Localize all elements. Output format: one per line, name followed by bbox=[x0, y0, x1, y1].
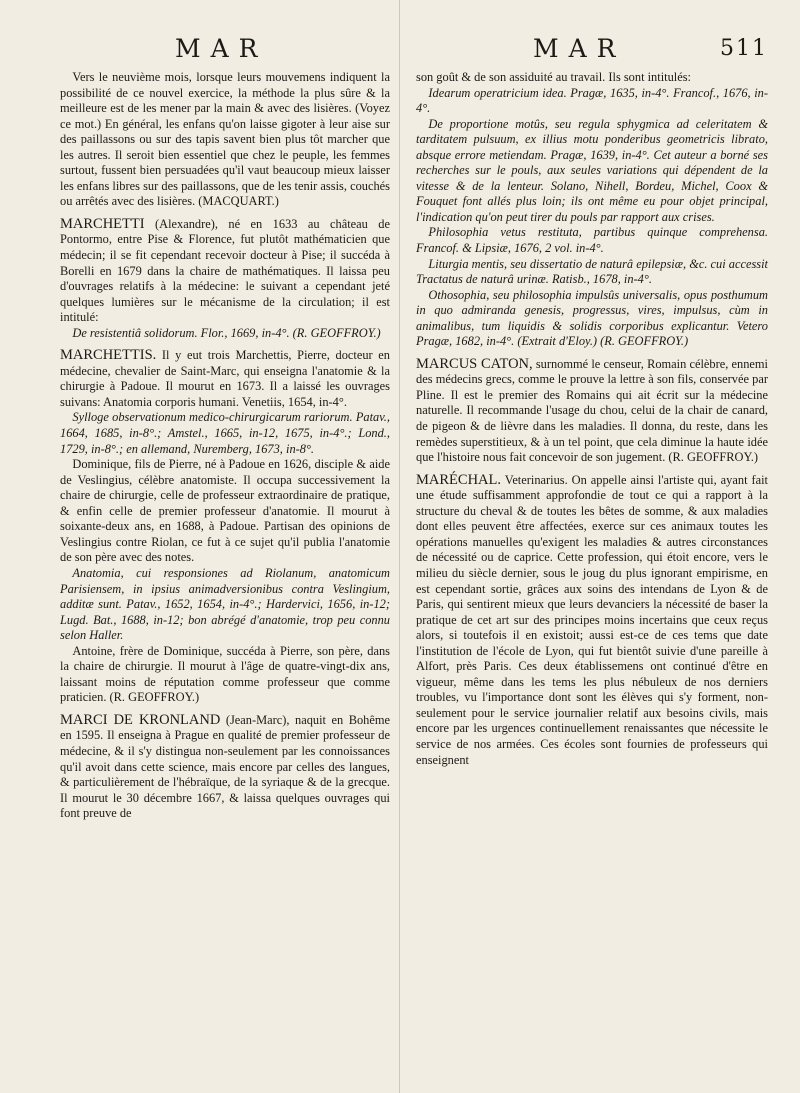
dictionary-entry bbox=[60, 348, 390, 410]
bibliography-citation: De resistentiâ solidorum. Flor., 1669, in-4°. (R. GEOFFROY.) bbox=[72, 325, 381, 340]
bibliography-citation: Philosophia vetus restituta, partibus quinque comprehensa. Francof. & Lipsiæ, 1676, 2 vol. in-4°. bbox=[416, 225, 768, 256]
paragraph: Vers le neuvième mois, lorsque leurs mouvemens indiquent la possibilité de ce nouvel exercice, la méthode la plus sûre & la meilleure est de les mener par la main & avec des lisières. (Voyez ce mot.) En général, les enfans qu'on laisse gigoter à leur aise sur des paillassons ou sur des tapis savent bien plus tôt marcher que les autres. Il seroit bien essentiel que chez le peuple, les femmes surtout, fussent bien persuadées qu'il vaut beaucoup mieux laisser les enfans libres sur des paillassons, que de les tenir assis, couchés ou arrêtés avec des lisières. (MACQUART.) bbox=[60, 70, 390, 209]
entry-headword: MARCI DE KRONLAND bbox=[60, 711, 221, 728]
bibliography-citation: De proportione motûs, seu regula sphygmica ad celeritatem & tarditatem pulsuum, ex illius motu ponderibus geometricis librato, absque errore metiendam. Pragæ, 1639, in-4°. Cet auteur a borné ses recherches sur le pouls, aux seules variations qui dépendent de la vitesse & de la lenteur. Solano, Nihell, Bordeu, Michel, Coox & Fouquet font allés plus loin; ils ont même eu pour objet principal, l'indication qu'on peut tirer du pouls par rapport aux crises. bbox=[416, 116, 768, 224]
running-head-left: MAR bbox=[175, 34, 268, 63]
entry-text: Il y eut trois Marchettis, Pierre, docteur en médecine, chevalier de Saint-Marc, qui enseigna l'anatomie & la chirurgie à Padoue. Il mourut en 1673. Il a laissé les ouvrages suivans: Anatomia corporis humani. Venetiis, 1654, in-4°. bbox=[60, 348, 390, 409]
left-column bbox=[60, 70, 390, 822]
entry-headword: MARÉCHAL. bbox=[416, 471, 501, 488]
dictionary-entry bbox=[60, 217, 390, 326]
entry-text: surnommé le censeur, Romain célèbre, ennemi des médecins grecs, comme le prouve la lettre à son fils, conservée par Pline. Il est le premier des Romains qui ait écrit sur la médecine naturelle. Il recommande l'usage du chou, celui de la chair de canard, de pigeon & de lièvre dans les maladies. Il donna, du reste, dans les remèdes superstitieux, & à un tel point, que cela diminue la haute idée que l'histoire nous fait concevoir de son jugement. (R. GEOFFROY.) bbox=[416, 356, 768, 465]
dictionary-entry bbox=[416, 357, 768, 466]
bibliography-citation: Sylloge observationum medico-chirurgicarum rariorum. Patav., 1664, 1685, in-8°.; Amstel., 1665, in-12, 1675, in-4°.; Lond., 1729, in-8°.; en allemand, Nuremberg, 1673, in-8°. bbox=[60, 410, 390, 456]
dictionary-entry bbox=[416, 473, 768, 768]
running-head-right: MAR bbox=[533, 34, 626, 63]
bibliography-citation: Idearum operatricium idea. Pragæ, 1635, in-4°. Francof., 1676, in-4°. bbox=[416, 85, 768, 116]
paragraph: Antoine, frère de Dominique, succéda à Pierre, son père, dans la chaire de chirurgie. Il mourut à l'âge de quatre-vingt-dix ans, laissant moins de réputation comme professeur que comme praticien. (R. GEOFFROY.) bbox=[60, 643, 390, 705]
bibliography-citation: Anatomia, cui responsiones ad Riolanum, anatomicum Parisiensem, in ipsius animadversionibus contra Veslingium, additæ sunt. Patav., 1652, 1654, in-4°.; Hardervici, 1656, in-12; Lugd. Bat., 1688, in-12; bon abrégé d'anatomie, trop peu connu selon Haller. bbox=[60, 565, 390, 643]
paragraph: son goût & de son assiduité au travail. Ils sont intitulés: bbox=[416, 70, 691, 84]
paragraph: Dominique, fils de Pierre, né à Padoue en 1626, disciple & aide de Veslingius, célèbre anatomiste. Il occupa successivement la chaire de chirurgie, celle de professeur extraordinaire de pratique, & enfin celle de premier professeur d'anatomie. Il mourut à soixante-deux ans, en 1688, à Padoue. Partisan des opinions de Veslingius contre Riolan, ce fut à ce sujet qu'il publia l'anatomie de son père avec des notes. bbox=[60, 457, 390, 565]
page-number: 511 bbox=[720, 36, 768, 61]
entry-headword: MARCHETTI bbox=[60, 215, 145, 232]
column-gutter bbox=[399, 0, 400, 1093]
entry-text: (Jean-Marc), naquit en Bohême en 1595. Il enseigna à Prague en qualité de premier professeur de médecine, & il s'y distingua non-seulement par les connoissances qu'il avoit dans cette science, mais encore par celles des langues, & particulièrement de l'hébraïque, de la syriaque & de la grecque. Il mourut le 30 décembre 1667, & laissa quelques ouvrages qui font preuve de bbox=[60, 712, 390, 821]
right-column bbox=[416, 70, 768, 768]
entry-headword: MARCUS CATON, bbox=[416, 355, 533, 372]
entry-text: (Alexandre), né en 1633 au château de Pontormo, entre Pise & Florence, fut plutôt mathématicien que médecin; il se fit cependant recevoir docteur à Pise; il succéda à Borelli en 1679 dans la chaire de mathématiques. Il laissa peu d'ouvrages relatifs à la médecine: le suivant a cependant jeté quelques lumières sur le mécanisme de la circulation; il est intitulé: bbox=[60, 216, 390, 325]
bibliography-citation: Othosophia, seu philosophia impulsûs universalis, opus posthumum in quo admiranda genesis, progressus, vires, impulsus, cùm in animalibus, tum liquidis & solidis corporibus explicantur. Vetero Pragæ, 1682, in-4°. (Extrait d'Eloy.) (R. GEOFFROY.) bbox=[416, 287, 768, 349]
dictionary-entry bbox=[60, 713, 390, 822]
entry-text: Veterinarius. On appelle ainsi l'artiste qui, ayant fait une étude suffisamment approfondie de tout ce qui a rapport à la structure du cheval & de toutes les bêtes de somme, & aux maladies dont elles peuvent être affectées, exerce sur ces animaux toutes les opérations manuelles qu'exigent les maladies & autres circonstances de nécessité ou de caprice. Cette profession, qui étoit encore, vers le milieu du siècle dernier, sous le joug du plus ignorant empirisme, en est cependant sortie, grâces aux soins des intendans de Lyon & de Paris, qui sentirent mieux que leurs devanciers la nécessité de baser la pratique de cet art sur des principes moins incertains que ceux reçus alors, si toutefois il en existoit; aussi est-ce de ces tems que date l'institution de l'école de Lyon, qui fut bientôt suivie d'une pareille à Alfort, près Paris. Ces deux établissemens ont continué d'être en vigueur, même dans les tems les plus nébuleux de nos derniers troubles, vu l'importance dont sont les élèves qui s'y forment, non-seulement pour le service journalier relatif aux besoins civils, mais encore par les urgences continuellement renaissantes que nécessite le service de nos armées. Ces écoles sont fournies de professeurs qui enseignent bbox=[416, 472, 768, 767]
entry-headword: MARCHETTIS. bbox=[60, 347, 157, 364]
bibliography-citation: Liturgia mentis, seu dissertatio de naturâ epilepsiæ, &c. cui accessit Tractatus de naturâ urinæ. Ratisb., 1678, in-4°. bbox=[416, 256, 768, 287]
